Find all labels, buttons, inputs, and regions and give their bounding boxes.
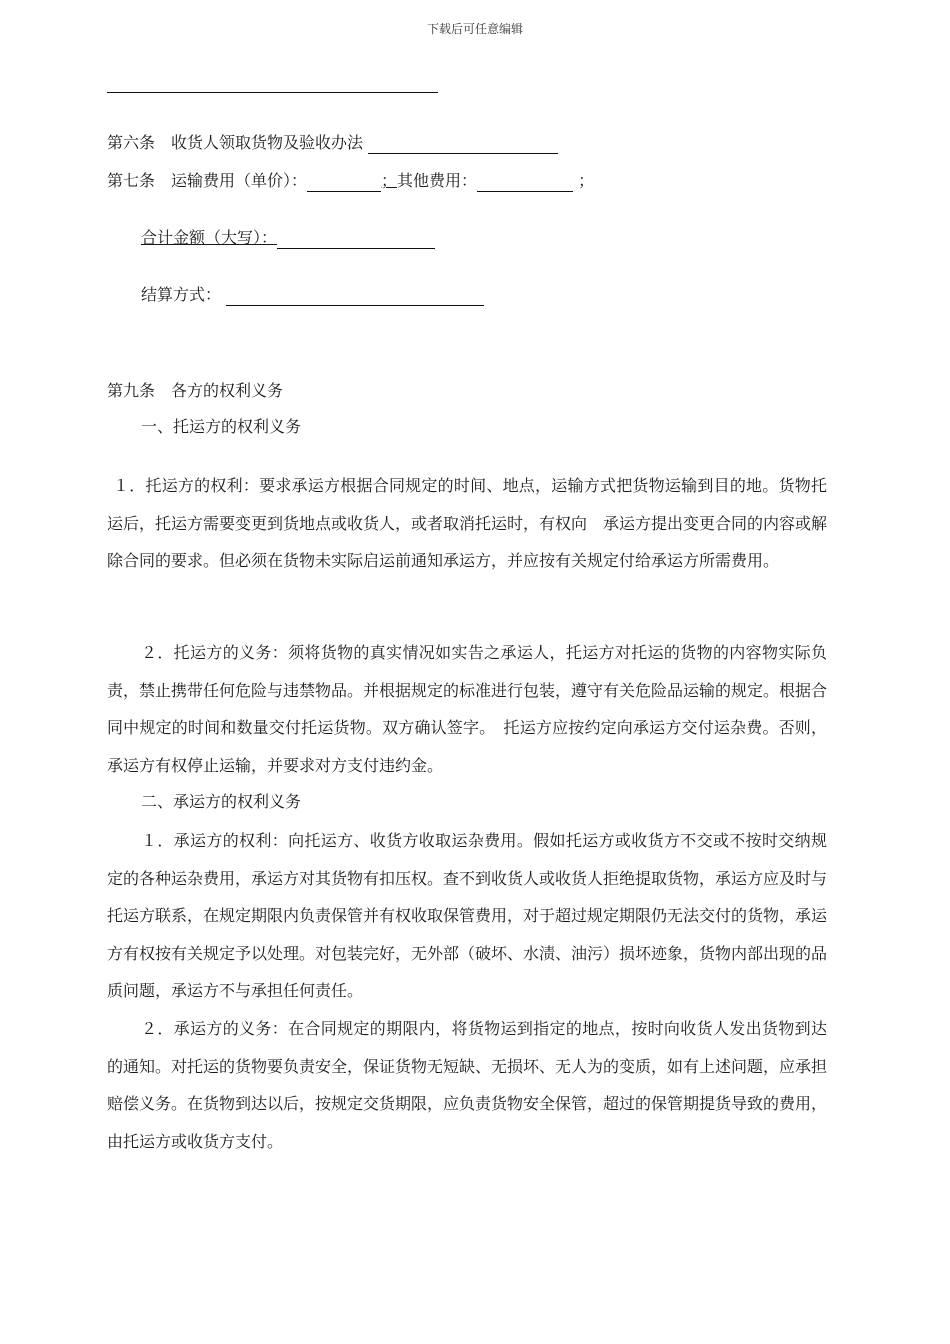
section-1-title: 一、托运方的权利义务 [141,417,302,436]
total-amount-blank[interactable] [277,230,435,249]
settlement-method [141,284,484,306]
article-6-label: 第六条 [107,133,156,152]
article-9-label: 第九条 [107,381,156,400]
shipper-rights-paragraph: １．托运方的权利：要求承运方根据合同规定的时间、地点，运输方式把货物运输到目的地。货物托运后，托运方需要变更到货地点或收货人，或者取消托运时，有权向 承运方提出变更合同的内容或解除合同的要求。但必须在货物未实际启运前通知承运方，并应按有关规定付给承运方所需费用。 [107,476,828,570]
shipper-obligations-paragraph: ２．托运方的义务：须将货物的真实情况如实告之承运人，托运方对托运的货物的内容物实际负责，禁止携带任何危险与违禁物品。并根据规定的标准进行包装，遵守有关危险品运输的规定。根据合同中规定的时间和数量交付托运货物。双方确认签字。 托运方应按约定向承运方交付运杂费。否则，承运方有权停止运输，并要求对方支付违约金。 [107,643,828,775]
article-6-text: 收货人领取货物及验收办法 [171,133,364,152]
article-6-blank[interactable] [368,135,558,154]
freight-label: 运输费用（单价）： [171,171,308,190]
article-7-label: 第七条 [107,171,156,190]
article-9 [107,380,283,402]
article-7 [107,170,594,192]
settlement-label: 结算方式： [141,285,222,304]
article-7-separator: ； [381,171,398,190]
article-9-text: 各方的权利义务 [171,381,284,400]
settlement-blank[interactable] [226,287,484,306]
top-blank-line [107,92,438,93]
total-amount-label: 合计金额（大写）： [141,228,278,247]
article-6 [107,132,558,154]
section-2-title: 二、承运方的权利义务 [141,792,302,811]
header-note: 下载后可任意编辑 [426,22,523,36]
freight-blank[interactable] [307,173,381,192]
other-fee-label: 其他费用： [397,171,478,190]
carrier-obligations-paragraph: ２．承运方的义务：在合同规定的期限内，将货物运到指定的地点，按时向收货人发出货物到达的通知。对托运的货物要负责安全，保证货物无短缺、无损坏、无人为的变质，如有上述问题，应承担赔偿义务。在货物到达以后，按规定交货期限，应负责货物安全保管，超过的保管期提货导致的费用，由托运方或收货方支付。 [107,1019,828,1151]
total-amount [141,227,435,249]
article-7-end: ； [578,171,595,190]
other-fee-blank[interactable] [477,173,573,192]
carrier-rights-paragraph: １．承运方的权利：向托运方、收货方收取运杂费用。假如托运方或收货方不交或不按时交纳规定的各种运杂费用，承运方对其货物有扣压权。查不到收货人或收货人拒绝提取货物，承运方应及时与托运方联系，在规定期限内负责保管并有权收取保管费用，对于超过规定期限仍无法交付的货物，承运方有权按有关规定予以处理。对包装完好，无外部（破坏、水渍、油污）损坏迹象，货物内部出现的品质问题，承运方不与承担任何责任。 [107,831,828,1000]
